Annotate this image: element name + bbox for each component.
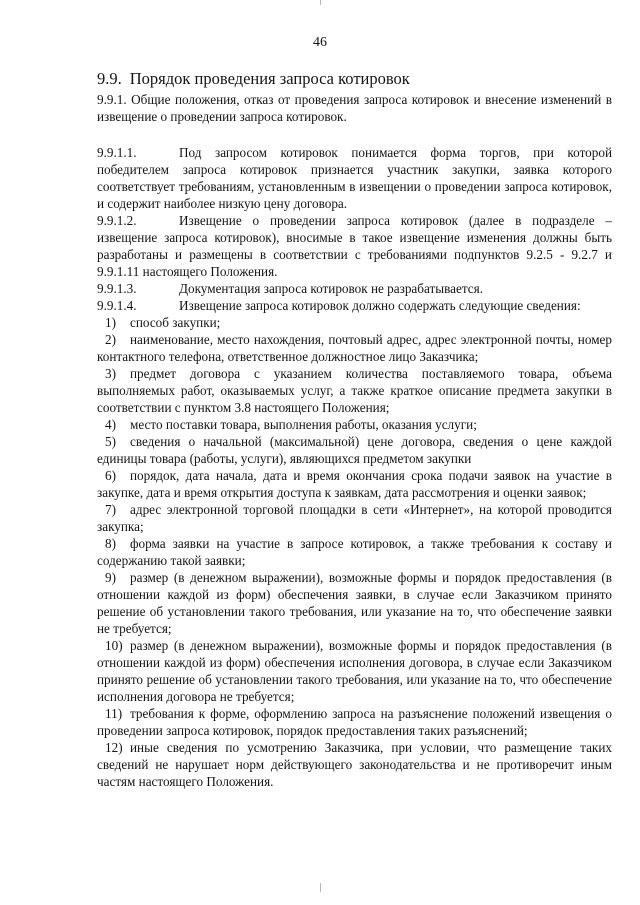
list-item	[97, 416, 612, 433]
requirements-list	[97, 314, 612, 790]
clause-number: 9.9.1.2.	[97, 213, 137, 228]
clause-number: 9.9.1.1.	[97, 145, 137, 160]
clause-text: Извещение запроса котировок должно содержать следующие сведения:	[179, 298, 581, 313]
list-item-number: 2)	[105, 332, 116, 347]
list-item-text: предмет договора с указанием количества поставляемого товара, объема выполняемых работ, оказываемых услуг, а также краткое описание предмета закупки в соответствии с пунктом 3.8 настоящего Положения;	[97, 366, 612, 415]
section-heading-title: Порядок проведения запроса котировок	[129, 69, 410, 88]
list-item-text: форма заявки на участие в запросе котировок, а также требования к составу и содержанию такой заявки;	[97, 536, 612, 568]
clause	[97, 297, 612, 314]
list-item	[97, 331, 612, 365]
list-item-text: наименование, место нахождения, почтовый адрес, адрес электронной почты, номер контактного телефона, ответственное должностное лицо Заказчика;	[97, 332, 612, 364]
list-item	[97, 433, 612, 467]
clause	[97, 212, 612, 280]
list-item-text: способ закупки;	[130, 315, 221, 330]
list-item-number: 11)	[105, 706, 123, 721]
clause-number: 9.9.1.3.	[97, 281, 137, 296]
list-item	[97, 637, 612, 705]
clause-text: Документация запроса котировок не разрабатывается.	[179, 281, 484, 296]
bottom-crop-mark	[320, 883, 321, 892]
list-item	[97, 569, 612, 637]
section-heading	[97, 68, 612, 90]
list-item-text: требования к форме, оформлению запроса на разъяснение положений извещения о проведении запроса котировок, порядок предоставления таких разъяснений;	[97, 706, 612, 738]
list-item-number: 4)	[105, 417, 116, 432]
clause-text: Под запросом котировок понимается форма торгов, при которой победителем запроса котировок признается участник закупки, заявка которого соответствует требованиям, установленным в извещении о проведении запроса котировок, и содержит наиболее низкую цену договора.	[97, 145, 612, 211]
clause-text: Извещение о проведении запроса котировок (далее в подразделе – извещение запроса котировок), вносимые в такое извещение изменения должны быть разработаны и размещены в соответствии с требованиями подпунктов 9.2.5 - 9.2.7 и 9.9.1.11 настоящего Положения.	[97, 213, 612, 279]
list-item-number: 7)	[105, 502, 116, 517]
top-crop-mark	[320, 0, 321, 5]
list-item-number: 10)	[105, 638, 123, 653]
list-item-text: порядок, дата начала, дата и время окончания срока подачи заявок на участие в закупке, дата и время открытия доступа к заявкам, дата рассмотрения и оценки заявок;	[97, 468, 612, 500]
list-item-number: 9)	[105, 570, 116, 585]
list-item	[97, 501, 612, 535]
list-item-text: размер (в денежном выражении), возможные формы и порядок предоставления (в отношении каждой из форм) обеспечения заявки, в случае если Заказчиком принято решение об установлении такого требования, или указание на то, что обеспечение заявки не требуется;	[97, 570, 612, 636]
list-item-number: 5)	[105, 434, 116, 449]
list-item	[97, 467, 612, 501]
clause	[97, 280, 612, 297]
subsection-heading: 9.9.1. Общие положения, отказ от проведения запроса котировок и внесение изменений в извещение о проведении запроса котировок.	[97, 92, 612, 124]
clause-number: 9.9.1.4.	[97, 298, 137, 313]
list-item-number: 3)	[105, 366, 116, 381]
page-number: 46	[313, 35, 327, 50]
section-heading-number: 9.9.	[97, 69, 122, 88]
list-item-text: сведения о начальной (максимальной) цене договора, сведения о цене каждой единицы товара (работы, услуги), являющихся предметом закупки	[97, 434, 612, 466]
list-item-text: адрес электронной торговой площадки в сети «Интернет», на которой проводится закупка;	[97, 502, 612, 534]
list-item-number: 6)	[105, 468, 116, 483]
list-item-text: место поставки товара, выполнения работы, оказания услуги;	[130, 417, 477, 432]
list-item-number: 8)	[105, 536, 116, 551]
list-item	[97, 365, 612, 416]
list-item	[97, 739, 612, 790]
clause	[97, 144, 612, 212]
clauses	[97, 144, 612, 314]
list-item-number: 1)	[105, 315, 116, 330]
list-item	[97, 314, 612, 331]
list-item	[97, 705, 612, 739]
list-item-number: 12)	[105, 740, 123, 755]
document-body	[97, 68, 612, 790]
list-item	[97, 535, 612, 569]
list-item-text: иные сведения по усмотрению Заказчика, при условии, что размещение таких сведений не нарушает норм действующего законодательства и не противоречит иным частям настоящего Положения.	[97, 740, 612, 789]
list-item-text: размер (в денежном выражении), возможные формы и порядок предоставления (в отношении каждой из форм) обеспечения исполнения договора, в случае если Заказчиком принято решение об установлении такого требования, или указание на то, что обеспечение исполнения договора не требуется;	[97, 638, 612, 704]
